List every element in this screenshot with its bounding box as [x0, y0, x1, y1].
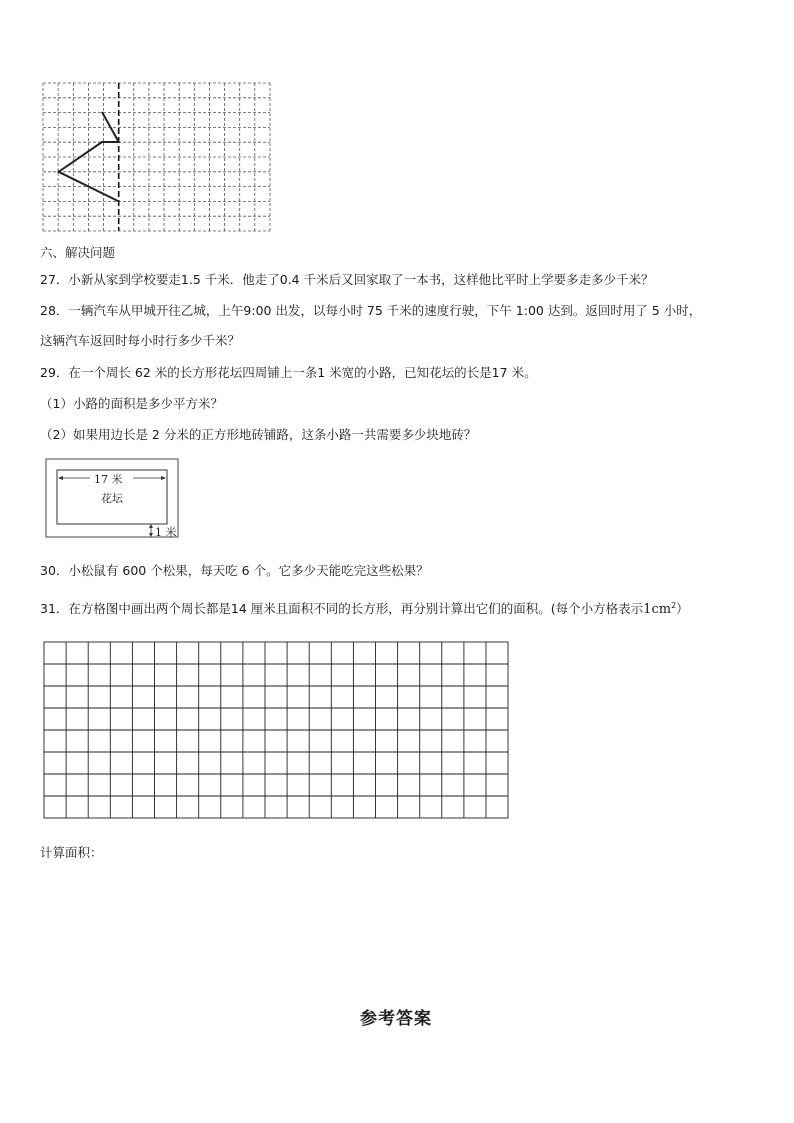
question-27: 27．小新从家到学校要走1.5 千米．他走了0.4 千米后又回家取了一本书，这样他比平时上学要多走多少千米？: [40, 272, 654, 287]
symmetry-grid-figure: [40, 80, 272, 236]
question-31: [40, 598, 689, 618]
question-28-line2: 这辆汽车返回时每小时行多少千米？: [40, 333, 241, 348]
answer-heading: 参考答案: [360, 1009, 432, 1029]
question-31-close: ）: [676, 601, 689, 617]
question-31-unit-exponent: 2: [671, 601, 677, 610]
flowerbed-width-label: 1 米: [155, 526, 177, 539]
question-31-text: 31．在方格图中画出两个周长都是14 厘米且面积不同的长方形，再分别计算出它们的面积。(每个小方格表示: [40, 601, 644, 617]
question-29: 29．在一个周长 62 米的长方形花坛四周铺上一条1 米宽的小路，已知花坛的长是17 米。: [40, 365, 537, 380]
question-28-line1: 28．一辆汽车从甲城开往乙城，上午9:00 出发，以每小时 75 千米的速度行驶，下午 1:00 达到。返回时用了 5 小时，: [40, 303, 702, 318]
question-30: 30．小松鼠有 600 个松果，每天吃 6 个。它多少天能吃完这些松果？: [40, 563, 429, 578]
flowerbed-figure: [45, 458, 179, 538]
flowerbed-length-label: 17 米: [94, 473, 123, 486]
drawing-grid: [43, 641, 509, 819]
question-29-part1: （1）小路的面积是多少平方米？: [40, 396, 223, 411]
flowerbed-center-label: 花坛: [101, 492, 123, 505]
question-29-part2: （2）如果用边长是 2 分米的正方形地砖铺路，这条小路一共需要多少块地砖？: [40, 427, 477, 442]
calc-area-label: 计算面积：: [40, 845, 103, 860]
question-31-unit: 1cm: [643, 602, 672, 618]
section-title: 六、解决问题: [40, 245, 116, 260]
